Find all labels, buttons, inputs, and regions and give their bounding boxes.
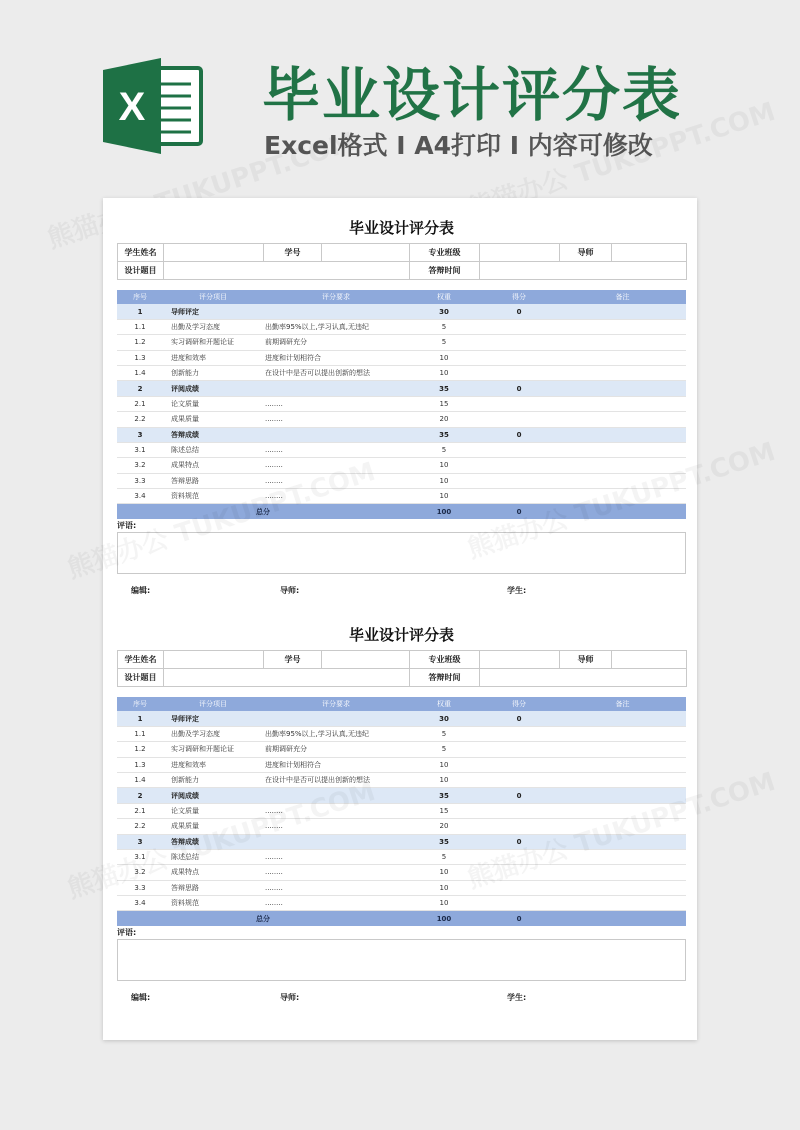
topic-field[interactable] (164, 262, 410, 280)
total-row (117, 911, 686, 926)
section-row (117, 788, 686, 803)
table-row (117, 880, 686, 895)
row-item: 出勤及学习态度 (163, 319, 263, 334)
row-item: 陈述总结 (163, 442, 263, 457)
student-name-field[interactable] (164, 651, 264, 669)
row-weight: 30 (409, 711, 479, 726)
info-table (117, 243, 687, 280)
row-number: 3.3 (117, 880, 163, 895)
row-number: 1.3 (117, 350, 163, 365)
row-number: 3.4 (117, 896, 163, 911)
score-form (117, 213, 686, 611)
row-requirement: ........ (263, 880, 409, 895)
row-score[interactable] (479, 365, 559, 380)
total-score: 0 (479, 911, 559, 926)
score-table (117, 290, 686, 519)
column-header: 备注 (559, 697, 686, 711)
row-weight: 35 (409, 427, 479, 442)
row-item: 出勤及学习态度 (163, 726, 263, 741)
column-header: 得分 (479, 697, 559, 711)
major-class-label: 专业班级 (410, 244, 480, 262)
row-item: 答辩成绩 (163, 427, 263, 442)
signature-row (117, 992, 686, 1018)
row-number: 3 (117, 427, 163, 442)
row-weight: 20 (409, 412, 479, 427)
row-number: 3.1 (117, 849, 163, 864)
table-row (117, 896, 686, 911)
row-score[interactable] (479, 335, 559, 350)
column-header: 评分项目 (163, 290, 263, 304)
row-number: 1.2 (117, 742, 163, 757)
row-remark[interactable] (559, 788, 686, 803)
row-number: 3.3 (117, 473, 163, 488)
student-signature-label: 学生: (507, 585, 527, 595)
row-requirement: ........ (263, 473, 409, 488)
row-score[interactable] (479, 880, 559, 895)
table-row (117, 772, 686, 787)
row-weight: 35 (409, 788, 479, 803)
comment-box[interactable] (117, 532, 686, 574)
row-number: 1.4 (117, 365, 163, 380)
column-header: 评分要求 (263, 697, 409, 711)
row-requirement: 进度和计划相符合 (263, 757, 409, 772)
section-row (117, 427, 686, 442)
row-requirement (263, 381, 409, 396)
row-number: 1 (117, 304, 163, 319)
student-id-label: 学号 (264, 651, 322, 669)
table-row (117, 803, 686, 818)
row-number: 1.2 (117, 335, 163, 350)
advisor-signature-label: 导师: (280, 585, 300, 595)
row-number: 3.4 (117, 489, 163, 504)
row-requirement: ........ (263, 489, 409, 504)
score-table-header (117, 290, 686, 304)
row-requirement: ........ (263, 865, 409, 880)
row-remark[interactable] (559, 442, 686, 457)
row-score[interactable] (479, 849, 559, 864)
row-score[interactable] (479, 819, 559, 834)
section-row (117, 834, 686, 849)
row-weight: 10 (409, 365, 479, 380)
defense-time-field[interactable] (480, 669, 687, 687)
editor-signature-label: 编辑: (131, 992, 151, 1002)
table-row (117, 865, 686, 880)
row-requirement (263, 304, 409, 319)
row-score[interactable]: 0 (479, 711, 559, 726)
row-requirement: ........ (263, 819, 409, 834)
row-weight: 10 (409, 473, 479, 488)
row-remark[interactable] (559, 803, 686, 818)
row-weight: 5 (409, 742, 479, 757)
row-remark[interactable] (559, 319, 686, 334)
row-weight: 5 (409, 849, 479, 864)
row-requirement: ........ (263, 458, 409, 473)
row-item: 导师评定 (163, 711, 263, 726)
excel-logo-icon (103, 58, 203, 154)
defense-time-label: 答辩时间 (410, 262, 480, 280)
row-weight: 20 (409, 819, 479, 834)
row-remark[interactable] (559, 865, 686, 880)
row-remark[interactable] (559, 742, 686, 757)
row-remark[interactable] (559, 396, 686, 411)
row-score[interactable]: 0 (479, 834, 559, 849)
major-class-field[interactable] (480, 651, 560, 669)
sheet-paper (103, 198, 697, 1040)
table-row (117, 350, 686, 365)
row-weight: 10 (409, 350, 479, 365)
row-score[interactable]: 0 (479, 427, 559, 442)
row-number: 2.1 (117, 396, 163, 411)
comment-label: 评语: (117, 520, 137, 530)
advisor-label: 导师 (560, 244, 612, 262)
row-requirement: ........ (263, 896, 409, 911)
section-row (117, 304, 686, 319)
row-weight: 35 (409, 834, 479, 849)
row-weight: 5 (409, 319, 479, 334)
row-score[interactable]: 0 (479, 381, 559, 396)
row-item: 答辩思路 (163, 473, 263, 488)
row-number: 3.2 (117, 865, 163, 880)
row-weight: 10 (409, 757, 479, 772)
row-remark[interactable] (559, 458, 686, 473)
student-id-field[interactable] (322, 244, 410, 262)
row-item: 实习调研和开题论证 (163, 742, 263, 757)
column-header: 备注 (559, 290, 686, 304)
row-weight: 10 (409, 458, 479, 473)
row-score[interactable] (479, 726, 559, 741)
column-header: 评分要求 (263, 290, 409, 304)
row-remark[interactable] (559, 304, 686, 319)
row-score[interactable] (479, 319, 559, 334)
row-item: 创新能力 (163, 772, 263, 787)
table-row (117, 726, 686, 741)
row-item: 评阅成绩 (163, 381, 263, 396)
form-title: 毕业设计评分表 (348, 219, 454, 237)
row-number: 1.3 (117, 757, 163, 772)
row-number: 3.1 (117, 442, 163, 457)
row-weight: 5 (409, 726, 479, 741)
row-item: 创新能力 (163, 365, 263, 380)
row-requirement: ........ (263, 412, 409, 427)
row-remark[interactable] (559, 381, 686, 396)
row-remark[interactable] (559, 473, 686, 488)
row-requirement: 在设计中是否可以提出创新的想法 (263, 772, 409, 787)
row-requirement: 进度和计划相符合 (263, 350, 409, 365)
row-number: 3.2 (117, 458, 163, 473)
column-header: 权重 (409, 697, 479, 711)
row-number: 1 (117, 711, 163, 726)
total-remark[interactable] (559, 911, 686, 926)
total-remark[interactable] (559, 504, 686, 519)
row-score[interactable]: 0 (479, 304, 559, 319)
row-weight: 15 (409, 803, 479, 818)
row-weight: 10 (409, 896, 479, 911)
major-class-label: 专业班级 (410, 651, 480, 669)
row-remark[interactable] (559, 427, 686, 442)
row-remark[interactable] (559, 880, 686, 895)
row-number: 2 (117, 381, 163, 396)
row-requirement: 前期调研充分 (263, 742, 409, 757)
row-item: 成果特点 (163, 865, 263, 880)
column-header: 序号 (117, 697, 163, 711)
row-requirement (263, 711, 409, 726)
section-row (117, 381, 686, 396)
row-score[interactable] (479, 350, 559, 365)
score-form (117, 620, 686, 1018)
row-remark[interactable] (559, 711, 686, 726)
table-row (117, 819, 686, 834)
total-row (117, 504, 686, 519)
svg-text:X: X (118, 85, 146, 129)
row-remark[interactable] (559, 772, 686, 787)
row-remark[interactable] (559, 757, 686, 772)
row-requirement: 在设计中是否可以提出创新的想法 (263, 365, 409, 380)
row-item: 论文质量 (163, 803, 263, 818)
row-number: 2.1 (117, 803, 163, 818)
editor-signature-label: 编辑: (131, 585, 151, 595)
student-name-label: 学生姓名 (118, 651, 164, 669)
row-remark[interactable] (559, 834, 686, 849)
row-score[interactable] (479, 757, 559, 772)
row-score[interactable] (479, 865, 559, 880)
row-remark[interactable] (559, 849, 686, 864)
row-remark[interactable] (559, 365, 686, 380)
row-item: 成果质量 (163, 819, 263, 834)
info-table (117, 650, 687, 687)
row-score[interactable] (479, 458, 559, 473)
advisor-field[interactable] (612, 244, 687, 262)
table-row (117, 412, 686, 427)
table-row (117, 849, 686, 864)
table-row (117, 489, 686, 504)
advisor-label: 导师 (560, 651, 612, 669)
row-number: 2.2 (117, 412, 163, 427)
table-row (117, 396, 686, 411)
row-score[interactable] (479, 489, 559, 504)
row-requirement: ........ (263, 849, 409, 864)
banner-title: 毕业设计评分表 (262, 61, 683, 129)
column-header: 评分项目 (163, 697, 263, 711)
row-requirement: ........ (263, 442, 409, 457)
row-item: 进度和效率 (163, 350, 263, 365)
major-class-field[interactable] (480, 244, 560, 262)
topic-label: 设计题目 (118, 669, 164, 687)
row-number: 1.1 (117, 319, 163, 334)
topic-label: 设计题目 (118, 262, 164, 280)
table-row (117, 365, 686, 380)
table-row (117, 319, 686, 334)
comment-box[interactable] (117, 939, 686, 981)
row-score[interactable]: 0 (479, 788, 559, 803)
total-weight: 100 (409, 504, 479, 519)
column-header: 得分 (479, 290, 559, 304)
signature-row (117, 585, 686, 611)
row-item: 答辩思路 (163, 880, 263, 895)
row-remark[interactable] (559, 350, 686, 365)
row-number: 2 (117, 788, 163, 803)
row-requirement: 前期调研充分 (263, 335, 409, 350)
row-item: 实习调研和开题论证 (163, 335, 263, 350)
row-requirement (263, 427, 409, 442)
row-weight: 10 (409, 772, 479, 787)
row-weight: 5 (409, 335, 479, 350)
total-label: 总分 (117, 504, 409, 519)
row-score[interactable] (479, 803, 559, 818)
row-score[interactable] (479, 772, 559, 787)
total-label: 总分 (117, 911, 409, 926)
row-number: 3 (117, 834, 163, 849)
defense-time-field[interactable] (480, 262, 687, 280)
form-title: 毕业设计评分表 (348, 626, 454, 644)
table-row (117, 442, 686, 457)
row-remark[interactable] (559, 726, 686, 741)
row-item: 导师评定 (163, 304, 263, 319)
row-remark[interactable] (559, 819, 686, 834)
score-table (117, 697, 686, 926)
section-row (117, 711, 686, 726)
row-remark[interactable] (559, 412, 686, 427)
defense-time-label: 答辩时间 (410, 669, 480, 687)
row-item: 评阅成绩 (163, 788, 263, 803)
row-item: 资料规范 (163, 489, 263, 504)
row-item: 成果特点 (163, 458, 263, 473)
advisor-field[interactable] (612, 651, 687, 669)
row-score[interactable] (479, 896, 559, 911)
student-signature-label: 学生: (507, 992, 527, 1002)
row-weight: 10 (409, 489, 479, 504)
banner-subtitle: Excel格式 I A4打印 I 内容可修改 (264, 131, 653, 160)
row-item: 论文质量 (163, 396, 263, 411)
row-weight: 5 (409, 442, 479, 457)
row-number: 1.4 (117, 772, 163, 787)
row-remark[interactable] (559, 489, 686, 504)
comment-label: 评语: (117, 927, 137, 937)
row-number: 1.1 (117, 726, 163, 741)
student-id-label: 学号 (264, 244, 322, 262)
row-weight: 10 (409, 865, 479, 880)
row-item: 进度和效率 (163, 757, 263, 772)
row-requirement: ........ (263, 396, 409, 411)
row-weight: 35 (409, 381, 479, 396)
table-row (117, 473, 686, 488)
table-row (117, 757, 686, 772)
student-id-field[interactable] (322, 651, 410, 669)
row-item: 陈述总结 (163, 849, 263, 864)
row-requirement: 出勤率95%以上,学习认真,无违纪 (263, 319, 409, 334)
row-item: 成果质量 (163, 412, 263, 427)
student-name-label: 学生姓名 (118, 244, 164, 262)
row-remark[interactable] (559, 896, 686, 911)
table-row (117, 458, 686, 473)
table-row (117, 742, 686, 757)
row-requirement (263, 788, 409, 803)
row-item: 资料规范 (163, 896, 263, 911)
row-score[interactable] (479, 473, 559, 488)
row-remark[interactable] (559, 335, 686, 350)
row-requirement (263, 834, 409, 849)
row-requirement: ........ (263, 803, 409, 818)
topic-field[interactable] (164, 669, 410, 687)
row-weight: 15 (409, 396, 479, 411)
total-score: 0 (479, 504, 559, 519)
row-score[interactable] (479, 442, 559, 457)
row-item: 答辩成绩 (163, 834, 263, 849)
row-requirement: 出勤率95%以上,学习认真,无违纪 (263, 726, 409, 741)
row-number: 2.2 (117, 819, 163, 834)
score-table-header (117, 697, 686, 711)
table-row (117, 335, 686, 350)
row-weight: 10 (409, 880, 479, 895)
column-header: 权重 (409, 290, 479, 304)
row-score[interactable] (479, 396, 559, 411)
advisor-signature-label: 导师: (280, 992, 300, 1002)
column-header: 序号 (117, 290, 163, 304)
row-score[interactable] (479, 742, 559, 757)
row-score[interactable] (479, 412, 559, 427)
row-weight: 30 (409, 304, 479, 319)
student-name-field[interactable] (164, 244, 264, 262)
total-weight: 100 (409, 911, 479, 926)
